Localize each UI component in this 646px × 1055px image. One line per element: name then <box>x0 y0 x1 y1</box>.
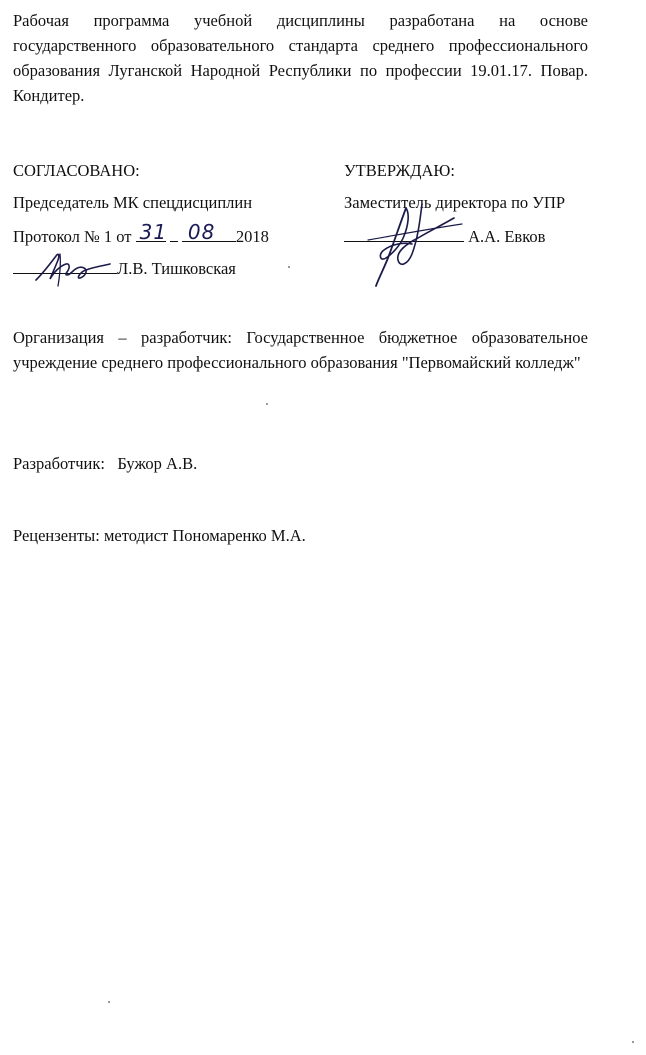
protocol-day-field <box>136 220 168 244</box>
intro-paragraph: Рабочая программа учебной дисциплины разработана на основе государственного образовательного стандарта среднего профессионального образования Луганской Народной Республики по профессии 19.01.17. Повар. Кондитер. <box>13 11 588 105</box>
reviewers-line: Рецензенты: методист Пономаренко М.А. <box>13 526 306 545</box>
deputy-signer-name: А.А. Евков <box>468 227 546 246</box>
scan-speck <box>266 403 268 405</box>
scan-speck <box>632 1041 634 1043</box>
approval-heading-agreed: СОГЛАСОВАНО: <box>13 161 140 180</box>
chair-signature-icon <box>30 242 125 292</box>
developer-line <box>13 453 197 475</box>
approval-heading-approve: УТВЕРЖДАЮ: <box>344 161 455 180</box>
protocol-year: 2018 <box>235 227 269 246</box>
organization-paragraph: Организация – разработчик: Государственное бюджетное образовательное учреждение среднего профессионального образования "Первомайский колледж" <box>13 328 588 372</box>
protocol-day: 31 <box>139 220 168 244</box>
scan-speck <box>108 1001 110 1003</box>
protocol-prefix: Протокол № 1 от <box>13 227 132 246</box>
deputy-position: Заместитель директора по УПР <box>344 193 566 212</box>
deputy-signature-icon <box>362 196 472 292</box>
developer-label: Разработчик: <box>13 454 105 473</box>
developer-name: Бужор А.В. <box>117 454 198 473</box>
scan-speck <box>288 266 290 268</box>
protocol-month: 08 <box>187 220 216 244</box>
protocol-month-field <box>182 220 236 244</box>
chair-position: Председатель МК спецдисциплин <box>13 193 253 212</box>
chair-signer-name: Л.В. Тишковская <box>117 259 236 278</box>
